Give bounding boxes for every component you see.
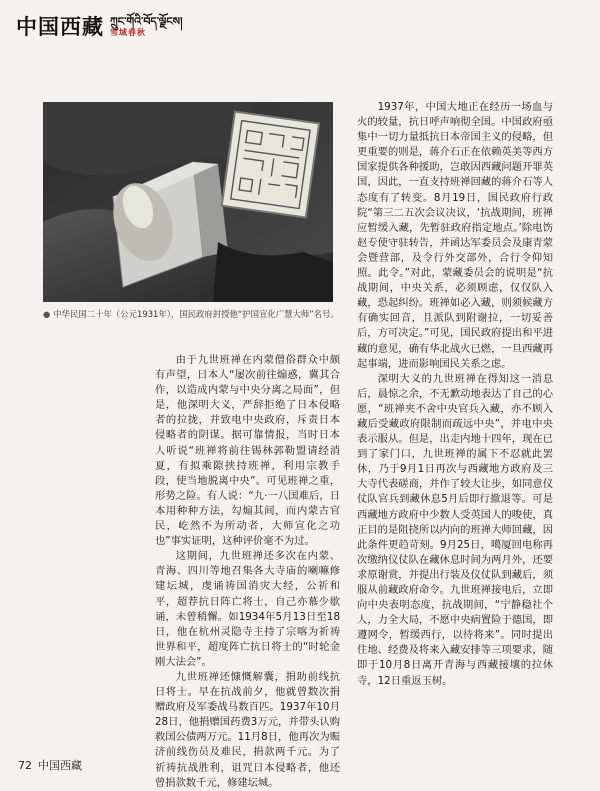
left-column: [155, 353, 340, 791]
seal-photo: [43, 102, 333, 302]
magazine-title: 中国西藏: [16, 14, 104, 39]
tibetan-title: ཀྲུང་གོའི་བོད་ལྗོངས།: [110, 14, 183, 28]
paragraph: 1937年，中国大地正在经历一场血与火的较量，抗日呼声响彻全国。中国政府亟集中一切力量抵抗日本帝国主义的侵略，但更重要的则是，蒋介石正在依赖英美等西方国家提供各种援助，岂敢因西藏问题开罪英国，因此，一直支持班禅回藏的蒋介石等人态度有了转变。8月19日，国民政府行政院“第三二五次会议决议，‘抗战期间，班禅应暂缓入藏，先暂驻政府指定地点。’除电饬赵专使守驻转告，并函达军委员会及康青蒙会暨营部，及令行外交部外，合行令仰知照。此令。”对此，蒙藏委员会的说明是“抗战期间，中央关系，必须顾虑，仅仅队入藏，恐起纠纷。班禅如必入藏，则须候藏方有确实回音，且派队到附谢拉，一切妥善后，方可决定。”可见，国民政府提出和平进藏的意见，确有华北战火已燃，一旦西藏再起事端，进而影响国民关系之虑。: [357, 101, 553, 370]
bullet-icon: ●: [43, 309, 51, 319]
photo-caption: [43, 308, 343, 320]
caption-text: 中华民国二十年（公元1931年），国民政府封授他“护国宣化广慧大师”名号。: [53, 309, 339, 319]
paragraph: 由于九世班禅在内蒙僧俗群众中颇有声望，日本人“屡次前往煽惑，冀其合作，以造成内蒙与中央分离之局面”，但是，他深明大义，严辞拒绝了日本侵略者的拉拢，并致电中央政府，斥责日本侵略者的阴谋。据可靠情报，当时日本人听说“班禅将前往锡林郭勒盟请经消夏，有拟乘隙挟持班禅，利用宗教手段，使当地脱离中央”。可见班禅之重，形势之险。有人说：“九·一八国难后，日本用种种方法，勾煽其间，而内蒙古官民，屹然不为所动者，大师宣化之功也”事实证明，这种评价毫不为过。: [155, 354, 340, 548]
right-column: [357, 100, 553, 689]
paragraph: 深明大义的九世班禅在得知这一消息后，晨惊之余，不无歉动地表达了自己的心愿，“班禅夹不舍中央官兵入藏，亦不顾入藏后受藏政府限制而疏远中央”，并电中央表示服从。但是，出走内地十四年，现在已到了家门口，九世班禅的属下不忍就此罢休，乃于9月1日再次与西藏地方政府及三大寺代表磋商，并作了较大让步，如同意仪仗队官兵到藏休息5月后即行撤退等。可是西藏地方政府中少数人受英国人的唆使，真正目的是阻挠所以内向的班禅大师回藏，因此条件更趋苛刻。9月25日，噶厦回电称再次缴纳仪仗队在藏休息时间为两月外，还要求原谢赏，并提出行装及仪仗队到藏后，须服从前藏政府命令。九世班禅接电后，立即向中央表明态度，抗战期间，“宁静稳社个人，力全大局，不愿中央病置险于德国，即遵网令，暂缓西行，以待将来”。同时提出住地、经费及将来入藏安排等三项要求，随即于10月8日离开青海与西藏接壤的拉休寺，12日重返玉树。: [357, 372, 553, 687]
seal-photo-illustration: [43, 102, 333, 302]
page-number: 72: [18, 759, 32, 772]
column-name: 雪域春秋: [110, 27, 146, 37]
footer-magazine-name: 中国西藏: [38, 759, 82, 772]
paragraph: 九世班禅还慷慨解囊，捐助前线抗日将士。早在抗战前夕，他就曾数次捐赠政府及军委战马数百匹。1937年10月28日，他捐赠国药费3万元，并带头认购救国公债两万元。11月8日，他再次为赈济前线伤员及难民，捐款两千元。为了祈祷抗战胜利，诅咒日本侵略者，他还曾捐款数千元，修建坛城。: [155, 670, 340, 789]
page-footer: [18, 757, 82, 773]
paragraph: 这期间，九世班禅还多次在内蒙、青海、四川等地召集各大寺庙的喇嘛修建坛城，虔诵祷国消灾大经，公祈和平，超荐抗日阵亡将士，自己亦慕少歇诵，未曾稍懈。如1934年5月13日至18日，他在杭州灵隐寺主持了宗喀为祈祷世界和平，超度阵亡抗日将士的“时轮金刚大法会”。: [155, 550, 340, 668]
seal-impression-icon: [222, 112, 319, 218]
masthead-subtitle-block: [110, 16, 183, 37]
masthead: [16, 12, 183, 40]
